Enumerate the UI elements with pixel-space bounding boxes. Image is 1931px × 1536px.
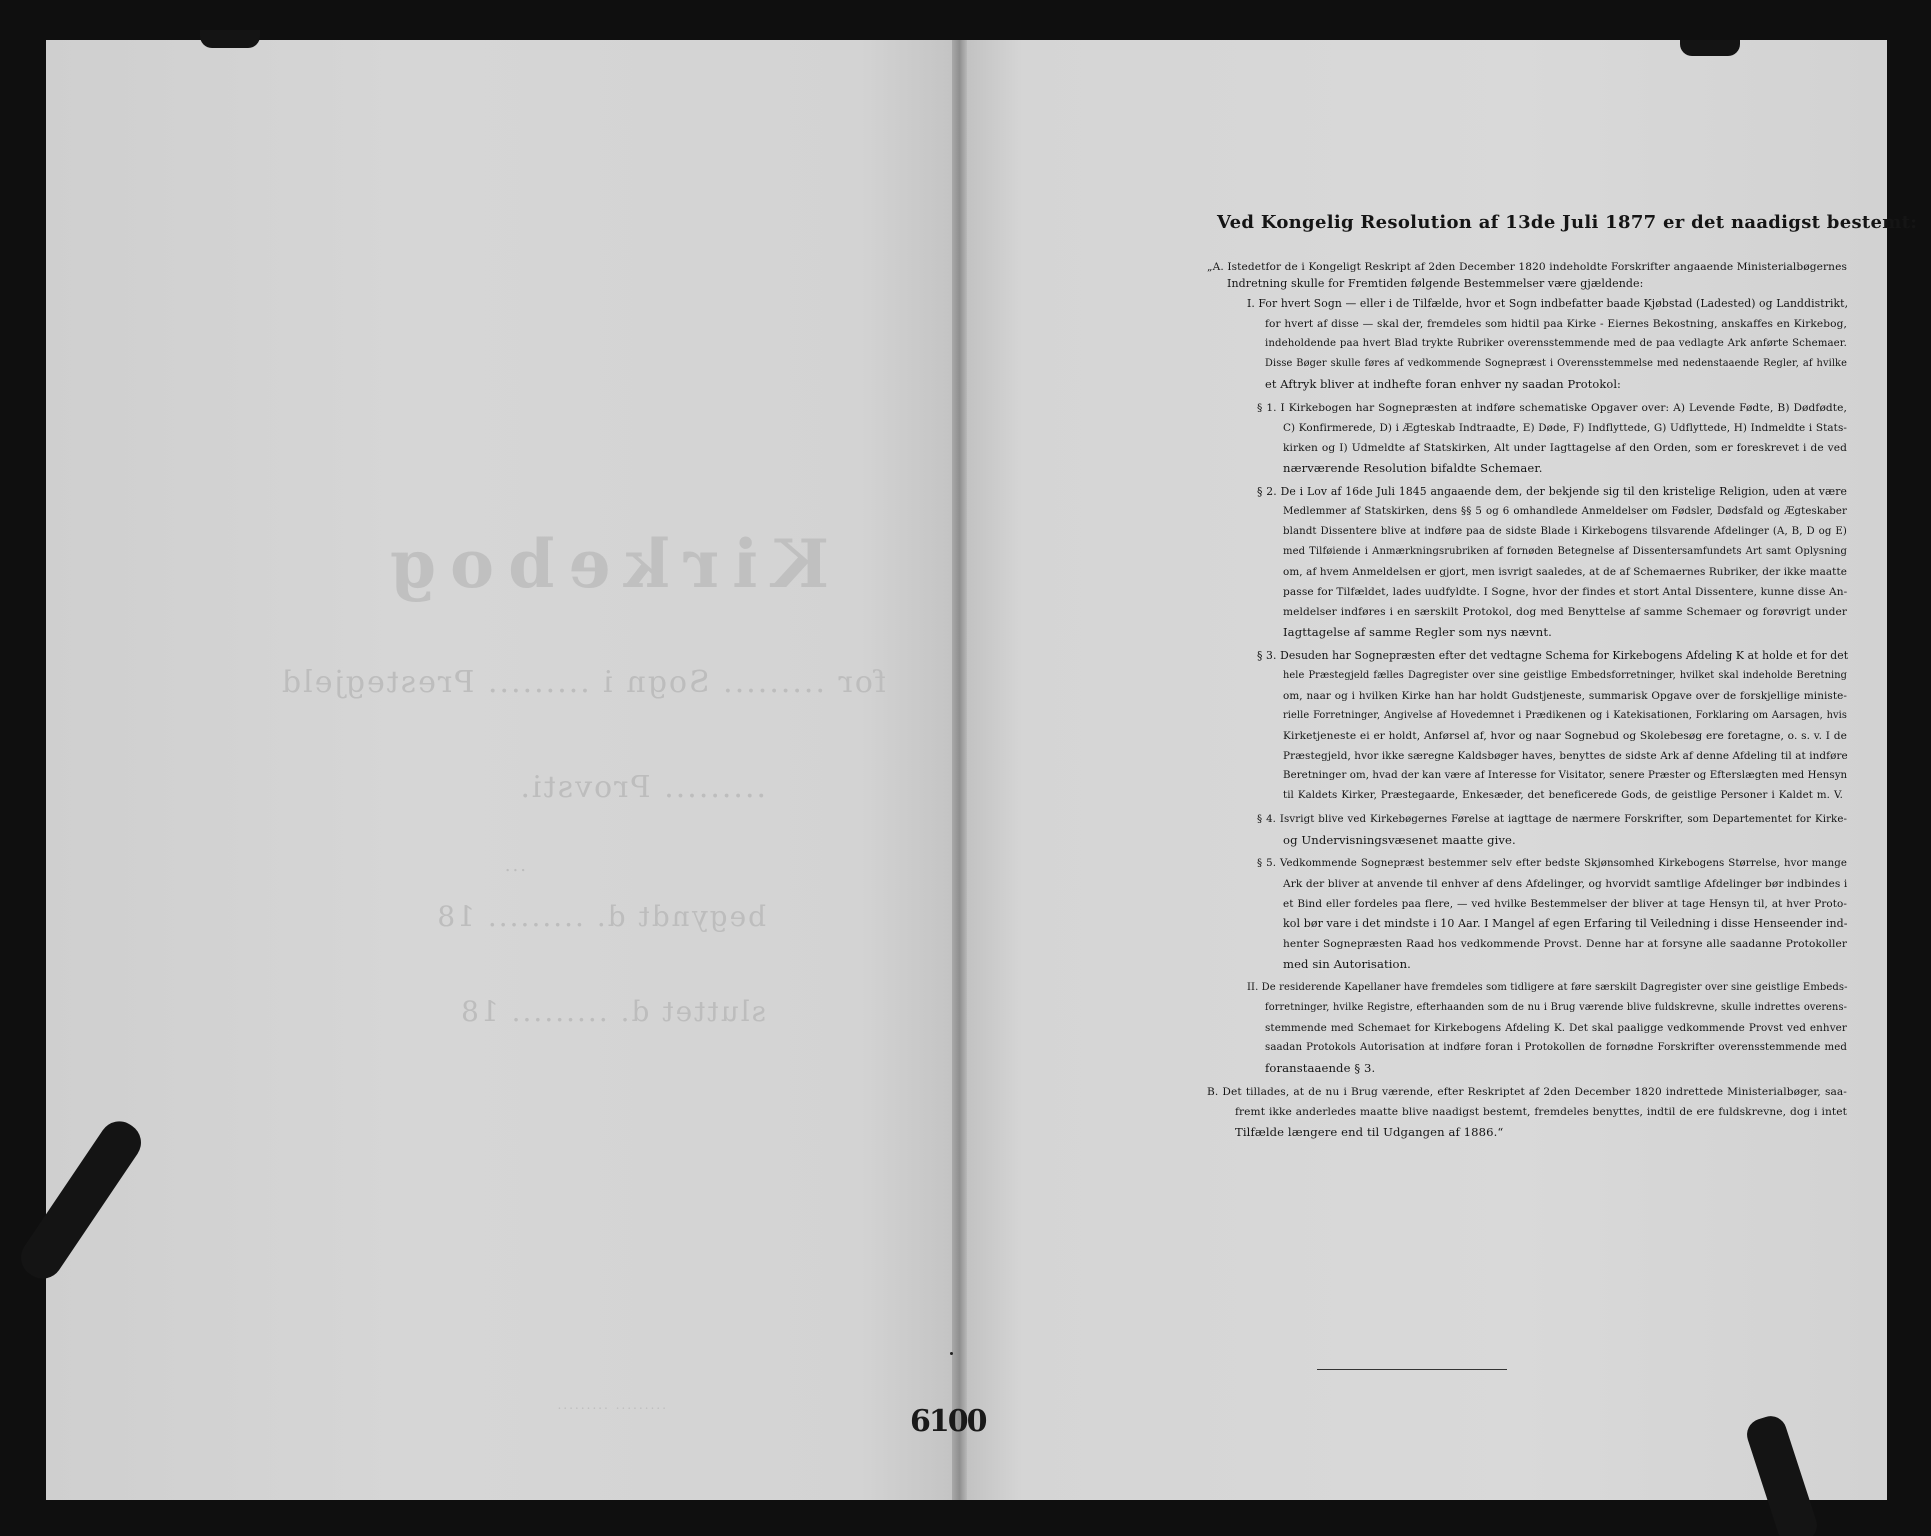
resolution-text-line: blandt Dissentere blive at indføre paa de sidste Blade i Kirkebogens tilsvarende Afdelinger (A, B, D og E): [1283, 526, 1847, 537]
bleed-through-line: begyndt d. ......... 18: [435, 900, 766, 933]
resolution-text-line: indeholdende paa hvert Blad trykte Rubriker overensstemmende med de paa vedlagte Ark anførte Schemaer.: [1265, 338, 1847, 349]
resolution-text-line: et Aftryk bliver at indhefte foran enhver ny saadan Protokol:: [1265, 377, 1621, 391]
resolution-text-line: C) Konfirmerede, D) i Ægteskab Indtraadte, E) Døde, F) Indflyttede, G) Udflyttede, H) Indmeldte i Stats-: [1283, 422, 1847, 434]
resolution-text-line: Medlemmer af Statskirken, dens §§ 5 og 6 omhandlede Anmeldelser om Fødsler, Dødsfald og Ægteskaber: [1283, 506, 1847, 517]
resolution-text-line: II. De residerende Kapellaner have fremdeles som tidligere at føre særskilt Dagregister over sine geistlige Embeds-: [1247, 982, 1848, 993]
resolution-text-line: saadan Protokols Autorisation at indføre foran i Protokollen de fornødne Forskrifter overensstemmende med: [1265, 1042, 1847, 1053]
resolution-text-line: om, af hvem Anmeldelsen er gjort, men isvrigt saaledes, at de af Schemaernes Rubriker, der ikke maatte: [1283, 566, 1847, 578]
resolution-text-line: og Undervisningsvæsenet maatte give.: [1283, 833, 1516, 847]
resolution-text-line: et Bind eller fordeles paa flere, — ved hvilke Bestemmelser der bliver at tage Hensyn til, at hver Proto-: [1283, 898, 1847, 910]
resolution-text-line: for hvert af disse — skal der, fremdeles som hidtil paa Kirke - Eiernes Bekostning, anskaffes en Kirkebog,: [1265, 318, 1847, 330]
resolution-text-line: B. Det tillades, at de nu i Brug værende, efter Reskriptet af 2den December 1820 indrettede Ministerialbøger, saa-: [1207, 1086, 1847, 1098]
resolution-text-line: henter Sognepræsten Raad hos vedkommende Provst. Denne har at forsyne alle saadanne Protokoller: [1283, 938, 1847, 950]
bleed-through-line: for ......... Sogn i ......... Prestegjeld: [279, 665, 886, 700]
page-stamp: 6100: [910, 1404, 986, 1439]
bleed-through-line: sluttet d. ......... 18: [459, 995, 766, 1028]
resolution-text-line: hele Præstegjeld fælles Dagregister over sine geistlige Embedsforretninger, hvilket skal indeholde Beretning: [1283, 670, 1847, 681]
resolution-heading: Ved Kongelig Resolution af 13de Juli 1877 er det naadigst bestemt:: [1217, 212, 1918, 233]
bleed-through-title: Kirkebog: [376, 525, 830, 603]
resolution-text-line: Beretninger om, hvad der kan være af Interesse for Visitator, senere Præster og Efterslægten med Hensyn: [1283, 770, 1848, 781]
resolution-text-line: Ark der bliver at anvende til enhver af dens Afdelinger, og hvorvidt samtlige Afdelinger bør indbindes i: [1283, 878, 1848, 890]
resolution-text-line: kol bør vare i det mindste i 10 Aar. I Mangel af egen Erfaring til Veiledning i disse Henseender ind-: [1283, 917, 1848, 930]
corner-clip-top-left: [200, 30, 260, 48]
resolution-text-line: § 3. Desuden har Sognepræsten efter det vedtagne Schema for Kirkebogens Afdeling K at holde et for det: [1257, 649, 1849, 662]
resolution-text-line: Kirketjeneste ei er holdt, Anførsel af, hvor og naar Sognebud og Skolebesøg ere foretagne, o. s. v. I de: [1283, 730, 1847, 742]
resolution-text-line: om, naar og i hvilken Kirke han har holdt Gudstjeneste, summarisk Opgave over de forskjellige ministe-: [1283, 690, 1847, 702]
resolution-text-line: Disse Bøger skulle føres af vedkommende Sognepræst i Overensstemmelse med nedenstaaende Regler, af hvilke: [1265, 358, 1847, 369]
resolution-text-line: Tilfælde længere end til Udgangen af 1886.“: [1235, 1125, 1504, 1139]
book-gutter: [952, 40, 967, 1500]
closing-rule: [1317, 1369, 1507, 1370]
bleed-through-line: ......... Provsti.: [518, 770, 766, 805]
resolution-text-line: foranstaaende § 3.: [1265, 1061, 1376, 1075]
resolution-text-line: forretninger, hvilke Registre, efterhaanden som de nu i Brug værende blive fuldskrevne, skulle indrettes overens-: [1265, 1002, 1847, 1013]
resolution-text-line: Iagttagelse af samme Regler som nys nævnt.: [1283, 625, 1552, 639]
resolution-text-line: rielle Forretninger, Angivelse af Hovedemnet i Prædikenen og i Katekisationen, Forklaring om Aarsagen, hvis: [1283, 710, 1847, 721]
resolution-text-line: med Tilføiende i Anmærkningsrubriken af fornøden Betegnelse af Dissentersamfundets Art samt Oplysning: [1283, 546, 1847, 557]
resolution-text-line: fremt ikke anderledes maatte blive naadigst bestemt, fremdeles benyttes, indtil de ere fuldskrevne, dog i intet: [1235, 1106, 1847, 1118]
resolution-text-line: kirken og I) Udmeldte af Statskirken, Alt under Iagttagelse af den Orden, som er foreskrevet i de ved: [1283, 442, 1847, 454]
resolution-text-line: Præstegjeld, hvor ikke særegne Kaldsbøger haves, benyttes de sidste Ark af denne Afdeling til at indføre: [1283, 750, 1848, 762]
resolution-text-line: stemmende med Schemaet for Kirkebogens Afdeling K. Det skal paaligge vedkommende Provst ved enhver: [1265, 1022, 1847, 1034]
resolution-text-line: meldelser indføres i en særskilt Protokol, dog med Benyttelse af samme Schemaer og forøvrigt under: [1283, 606, 1847, 618]
resolution-text-line: „A. Istedetfor de i Kongeligt Reskript af 2den December 1820 indeholdte Forskrifter angaaende Ministerialbøgernes: [1207, 261, 1847, 273]
resolution-text-line: nærværende Resolution bifaldte Schemaer.: [1283, 461, 1543, 475]
bleed-through-line: ......... .........: [555, 1398, 666, 1412]
resolution-text-line: I. For hvert Sogn — eller i de Tilfælde, hvor et Sogn indbefatter baade Kjøbstad (Ladested) og Landdistrikt,: [1247, 297, 1849, 310]
resolution-text-line: til Kaldets Kirker, Præstegaarde, Enkesæder, det beneficerede Gods, de geistlige Personer i Kaldet m. V.: [1283, 790, 1843, 801]
ink-dot: [950, 1352, 953, 1355]
bleed-through-line: ...: [502, 855, 526, 876]
resolution-text-line: § 1. I Kirkebogen har Sognepræsten at indføre schematiske Opgaver over: A) Levende Fødte, B) Dødfødte,: [1257, 402, 1847, 414]
resolution-text-line: Indretning skulle for Fremtiden følgende Bestemmelser være gjældende:: [1227, 277, 1644, 290]
resolution-text-line: passe for Tilfældet, lades uudfyldte. I Sogne, hvor der findes et stort Antal Dissentere, kunne disse An-: [1283, 586, 1848, 598]
resolution-text-line: § 2. De i Lov af 16de Juli 1845 angaaende dem, der bekjende sig til den kristelige Religion, uden at være: [1257, 485, 1847, 498]
left-page: [46, 40, 952, 1500]
resolution-text-line: § 4. Isvrigt blive ved Kirkebøgernes Førelse at iagttage de nærmere Forskrifter, som Departementet for Kirke-: [1257, 814, 1847, 825]
printed-resolution-text: [967, 40, 1918, 1500]
resolution-text-line: § 5. Vedkommende Sognepræst bestemmer selv efter bedste Skjønsomhed Kirkebogens Størrelse, hvor mange: [1257, 858, 1847, 869]
resolution-text-line: med sin Autorisation.: [1283, 957, 1411, 971]
